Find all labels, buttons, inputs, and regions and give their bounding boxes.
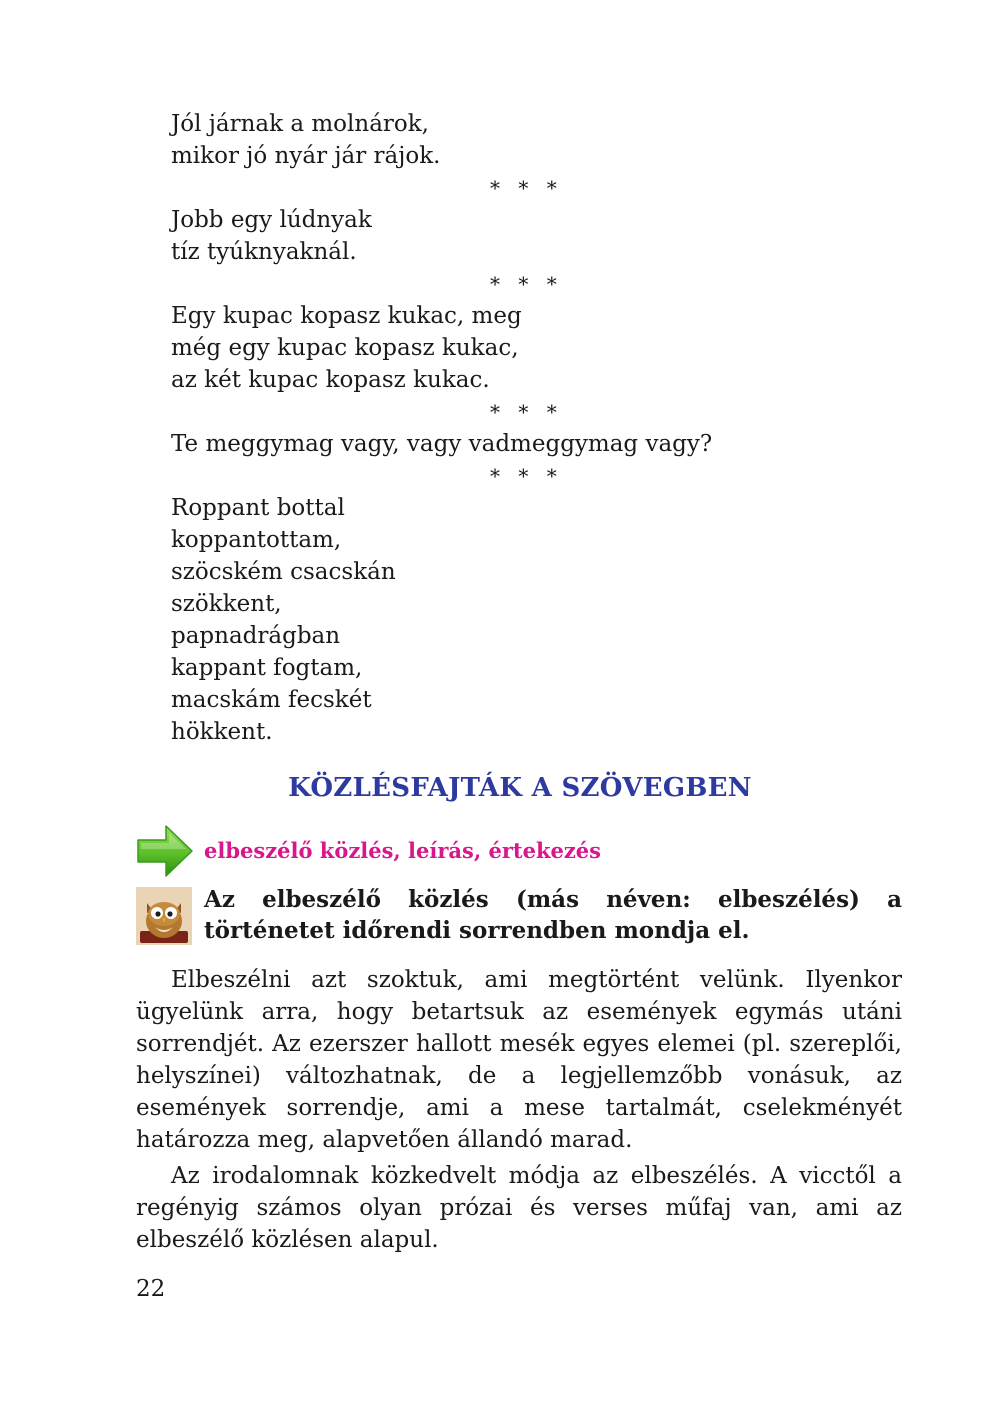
poem-line: Te meggymag vagy, vagy vadmeggymag vagy? bbox=[171, 431, 713, 457]
poem-line: még egy kupac kopasz kukac, bbox=[171, 335, 519, 361]
stanza-separator: * * * bbox=[490, 400, 563, 424]
poem-line: koppantottam, bbox=[171, 527, 342, 553]
poem-line: papnadrágban bbox=[171, 623, 341, 649]
poem-line: macskám fecskét bbox=[171, 687, 372, 713]
definition-text: Az elbeszélő közlés (más néven: elbeszélés) a történetet időrendi sorrendben mondja el. bbox=[204, 886, 902, 944]
body-text bbox=[136, 964, 902, 1260]
stanza-separator: * * * bbox=[490, 272, 563, 296]
page-number: 22 bbox=[136, 1276, 166, 1302]
poem bbox=[171, 108, 871, 748]
poem-line: Jól járnak a molnárok, bbox=[171, 111, 429, 137]
poem-line: szökkent, bbox=[171, 591, 282, 617]
paragraph: Az irodalomnak közkedvelt módja az elbeszélés. A vicctől a regényig számos olyan prózai és verses műfaj van, ami az elbeszélő közlésen alapul. bbox=[136, 1163, 902, 1253]
poem-line: Jobb egy lúdnyak bbox=[171, 207, 372, 233]
poem-line: kappant fogtam, bbox=[171, 655, 363, 681]
poem-line: Egy kupac kopasz kukac, meg bbox=[171, 303, 522, 329]
poem-line: Roppant bottal bbox=[171, 495, 345, 521]
poem-line: mikor jó nyár jár rájok. bbox=[171, 143, 441, 169]
owl-icon bbox=[136, 887, 192, 945]
poem-line: az két kupac kopasz kukac. bbox=[171, 367, 490, 393]
poem-line: hökkent. bbox=[171, 719, 273, 745]
section-subtitle: elbeszélő közlés, leírás, értekezés bbox=[204, 838, 601, 863]
section-title: KÖZLÉSFAJTÁK A SZÖVEGBEN bbox=[288, 773, 752, 803]
paragraph: Elbeszélni azt szoktuk, ami megtörtént velünk. Ilyenkor ügyelünk arra, hogy betartsuk az események egymás utáni sorrendjét. Az ezerszer hallott mesék egyes elemei (pl. szereplői, helyszínei) változhatnak, de a legjellemzőbb vonásuk, az események sorrendje, ami a mese tartalmát, cselekményét határozza meg, alapvetően állandó marad. bbox=[136, 967, 902, 1153]
poem-line: szöcském csacskán bbox=[171, 559, 396, 585]
stanza-separator: * * * bbox=[490, 176, 563, 200]
arrow-right-icon bbox=[136, 823, 194, 879]
poem-line: tíz tyúknyaknál. bbox=[171, 239, 357, 265]
stanza-separator: * * * bbox=[490, 464, 563, 488]
